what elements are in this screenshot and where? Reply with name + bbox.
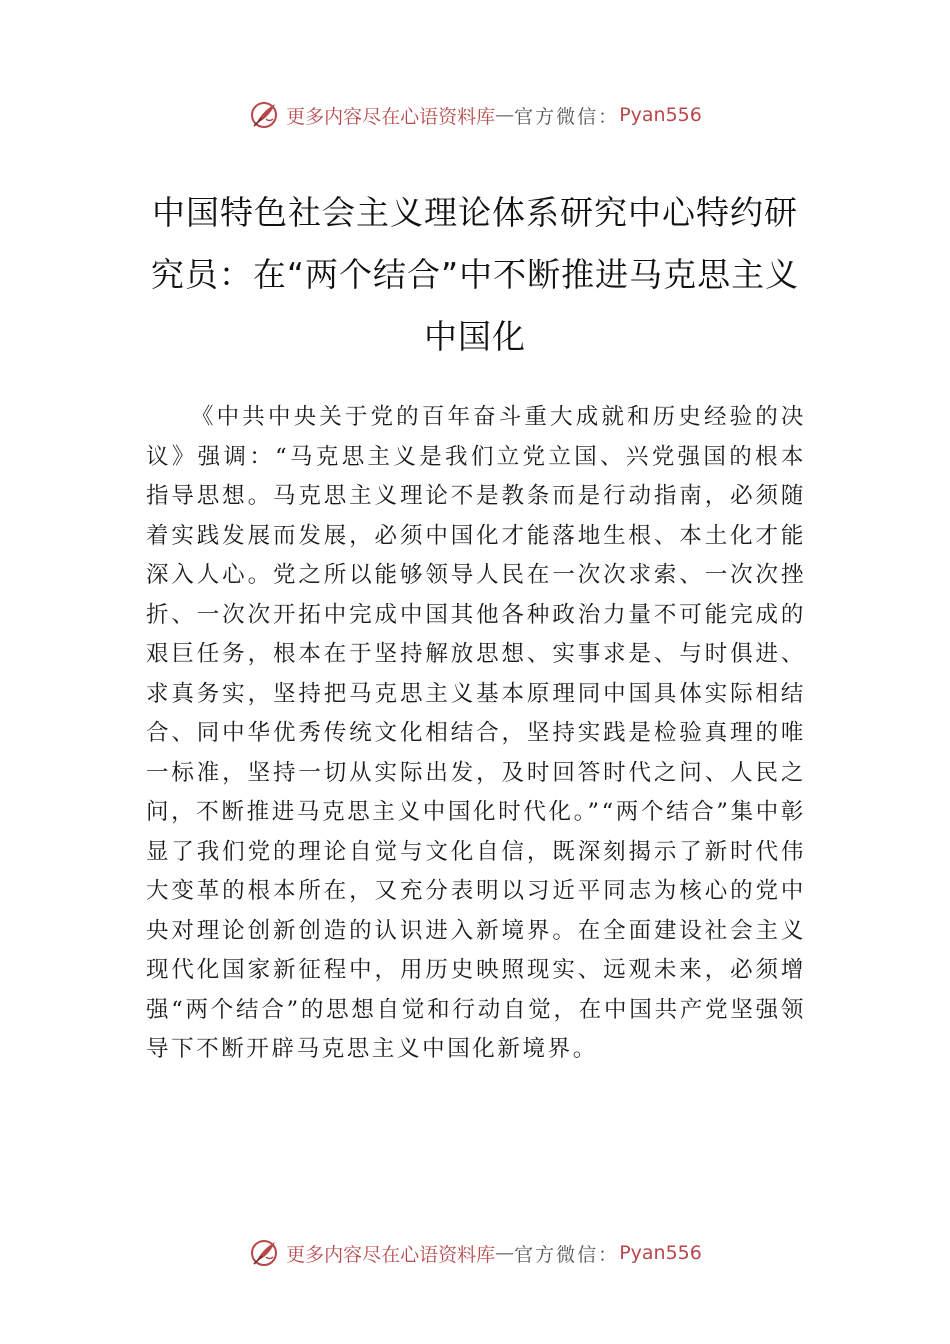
feather-pen-logo-icon (248, 99, 280, 131)
feather-pen-logo-icon (248, 1237, 280, 1269)
watermark-wechat-id: Pyan556 (619, 1242, 702, 1264)
watermark-dash: — (495, 104, 515, 126)
document-title: 中国特色社会主义理论体系研究中心特约研究员：在“两个结合”中不断推进马克思主义中国化 (150, 193, 800, 356)
watermark-wechat-label: 官方微信： (514, 105, 620, 128)
watermark-dash: — (495, 1242, 515, 1264)
watermark-wechat-label: 官方微信： (514, 1243, 620, 1266)
watermark-brand-text: 更多内容尽在心语资料库 (286, 1243, 496, 1266)
watermark-brand-text: 更多内容尽在心语资料库 (286, 105, 496, 128)
watermark-wechat-id: Pyan556 (619, 104, 702, 126)
body-paragraph: 《中共中央关于党的百年奋斗重大成就和历史经验的决议》强调：“马克思主义是我们立党立国、兴党强国的根本指导思想。马克思主义理论不是教条而是行动指南，必须随着实践发展而发展，必须中国化才能落地生根、本土化才能深入人心。党之所以能够领导人民在一次次求索、一次次挫折、一次次开拓中完成中国其他各种政治力量不可能完成的艰巨任务，根本在于坚持解放思想、实事求是、与时俱进、求真务实，坚持把马克思主义基本原理同中国具体实际相结合、同中华优秀传统文化相结合，坚持实践是检验真理的唯一标准，坚持一切从实际出发，及时回答时代之问、人民之问，不断推进马克思主义中国化时代化。”“两个结合”集中彰显了我们党的理论自觉与文化自信，既深刻揭示了新时代伟大变革的根本所在，又充分表明以习近平同志为核心的党中央对理论创新创造的认识进入新境界。在全面建设社会主义现代化国家新征程中，用历史映照现实、远观未来，必须增强“两个结合”的思想自觉和行动自觉，在中国共产党坚强领导下不断开辟马克思主义中国化新境界。 (146, 404, 806, 1062)
footer-watermark (0, 1233, 950, 1273)
header-watermark (0, 95, 950, 135)
